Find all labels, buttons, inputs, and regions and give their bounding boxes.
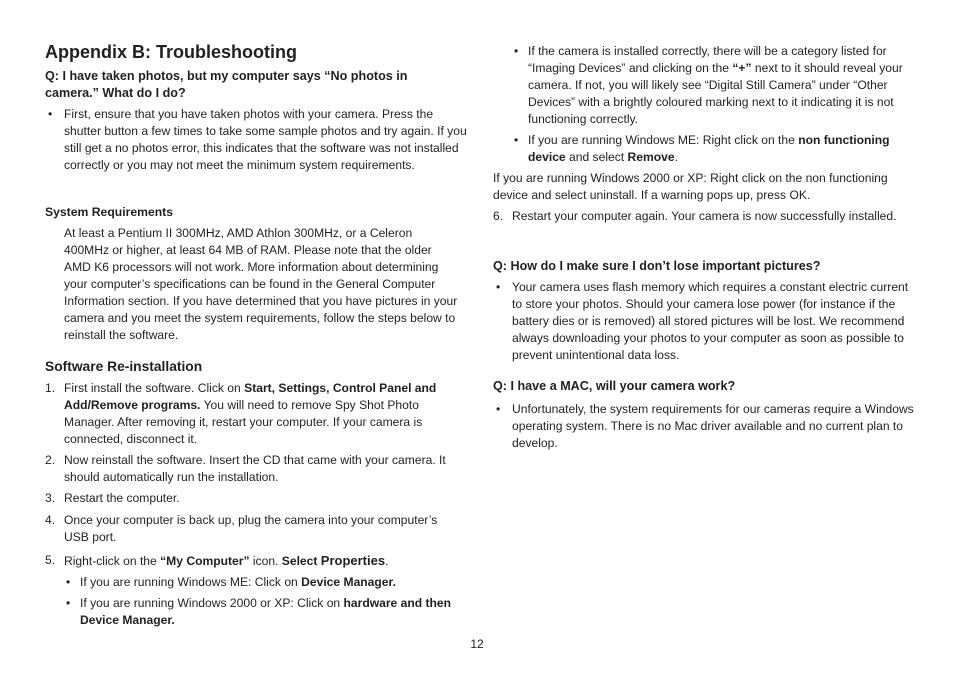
imaging-devices-bullet: • If the camera is installed correctly, there will be a category listed for “Imaging Devices” and clicking on the “+” next to it should reveal your camera. If not, you will likely see “Digital Still Camera” under “Other Devices” with a brightly coloured marking next to it indicating it is not functioning correctly.: [493, 43, 908, 128]
step-5-windows-xp: • If you are running Windows 2000 or XP: Click on hardware and then Device Manager.: [45, 595, 480, 629]
step-number: 4.: [45, 513, 56, 527]
step-2: 2. Now reinstall the software. Insert the CD that came with your camera. It should automatically run the installation.: [45, 453, 446, 484]
step-5-windows-me: • If you are running Windows ME: Click on Device Manager.: [45, 574, 480, 591]
windows-me-remove-bullet: • If you are running Windows ME: Right click on the non functioning device and select Remove.: [493, 132, 908, 166]
software-reinstallation-heading: Software Re-installation: [45, 359, 203, 374]
windows-xp-uninstall-text: If you are running Windows 2000 or XP: Right click on the non functioning device and select uninstall. If a warning pops up, press OK.: [493, 171, 888, 202]
step-number: 3.: [45, 491, 56, 505]
question-mac: Q: I have a MAC, will your camera work?: [493, 379, 736, 393]
step-5: 5. Right-click on the “My Computer” icon. Select Properties.: [45, 553, 389, 568]
step-6: 6. Restart your computer again. Your camera is now successfully installed.: [493, 209, 897, 223]
question-no-photos: Q: I have taken photos, but my computer says “No photos in camera.” What do I do?: [45, 69, 408, 100]
question-lose-pictures: Q: How do I make sure I don’t lose important pictures?: [493, 259, 821, 273]
step-number: 6.: [493, 209, 504, 223]
page-title: Appendix B: Troubleshooting: [45, 42, 297, 62]
step-number: 2.: [45, 453, 56, 467]
step-number: 1.: [45, 381, 56, 395]
page-number: 12: [470, 637, 484, 651]
step-number: 5.: [45, 553, 56, 567]
system-requirements-text: At least a Pentium II 300MHz, AMD Athlon 300MHz, or a Celeron 400MHz or higher, at least 64 MB of RAM. Please note that the older AMD K6 processors will not work. More information about determining your computer’s specifications can be found in the General Computer Information section. If you have determined that you have pictures in your camera and you meet the system requirements, follow the steps below to reinstall the software.: [64, 226, 458, 342]
mac-answer: • Unfortunately, the system requirements for our cameras require a Windows operating system. There is no Mac driver available and no current plan to develop.: [493, 401, 917, 452]
no-photos-answer: • First, ensure that you have taken photos with your camera. Press the shutter button a few times to take some sample photos and try again. If you still get a no photos error, this indicates that the software was not installed correctly or you may not meet the minimum system requirements.: [45, 106, 469, 174]
lose-pictures-answer: • Your camera uses flash memory which requires a constant electric current to store your photos. Should your camera lose power (for instance if the battery dies or is removed) all stored pictures will be lost. We recommend always downloading your photos to your computer as soon as possible to prevent unintentional data loss.: [493, 279, 912, 364]
system-requirements-heading: System Requirements: [45, 205, 174, 219]
step-3: 3. Restart the computer.: [45, 491, 180, 505]
step-1: 1. First install the software. Click on Start, Settings, Control Panel and Add/Remove programs. You will need to remove Spy Shot Photo Manager. After removing it, restart your computer. If your camera is connected, disconnect it.: [45, 381, 437, 446]
step-4: 4. Once your computer is back up, plug the camera into your computer’s USB port.: [45, 513, 438, 544]
